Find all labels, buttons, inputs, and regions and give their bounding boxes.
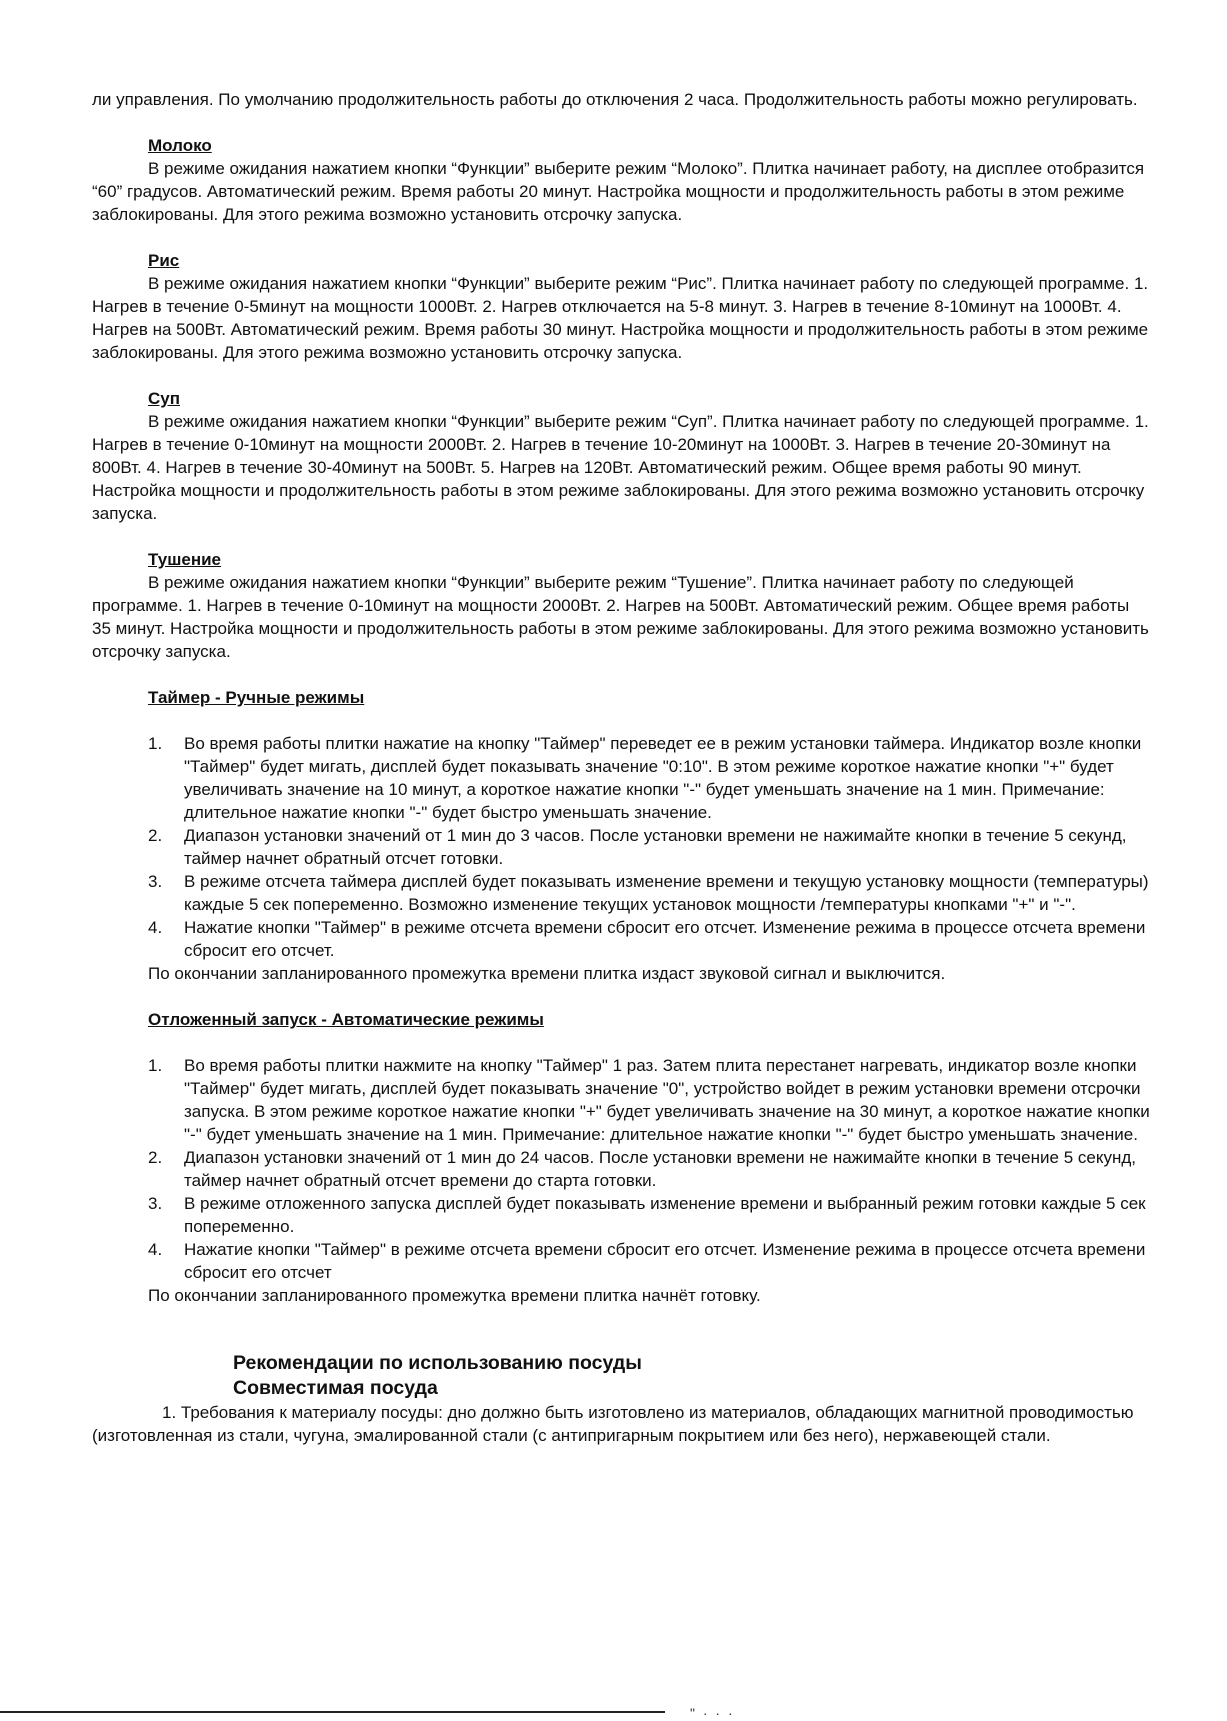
soup-body: В режиме ожидания нажатием кнопки “Функции” выберите режим “Суп”. Плитка начинает работу по следующей программе. 1. Нагрев в течение 0-10минут на мощности 2000Вт. 2. Нагрев в течение 10-20минут на 1000Вт. 3. Нагрев в течение 20-30минут на 800Вт. 4. Нагрев в течение 30-40минут на 500Вт. 5. Нагрев на 120Вт. Автоматический режим. Общее время работы 90 минут. Настройка мощности и продолжительность работы в этом режиме заблокированы. Для этого режима возможно установить отсрочку запуска. <box>92 412 1149 523</box>
list-item-text: Во время работы плитки нажмите на кнопку "Таймер" 1 раз. Затем плита перестанет нагревать, индикатор возле кнопки "Таймер" будет мигать, дисплей будет показывать значение "0", устройство войдет в режим установки времени отсрочки запуска. В этом режиме короткое нажатие кнопки "+" будет увеличивать значение на 30 минут, а короткое нажатие кнопки "-" будет уменьшать значение на 1 мин. Примечание: длительное нажатие кнопки "-" будет быстро уменьшать значение. <box>184 1056 1150 1144</box>
milk-body: В режиме ожидания нажатием кнопки “Функции” выберите режим “Молоко”. Плитка начинает работу, на дисплее отобразится “60” градусов. Автоматический режим. Время работы 20 минут. Настройка мощности и продолжительность работы в этом режиме заблокированы. Для этого режима возможно установить отсрочку запуска. <box>92 159 1145 224</box>
list-item-text: Диапазон установки значений от 1 мин до 3 часов. После установки времени не нажимайте кнопки в течение 5 секунд, таймер начнет обратный отсчет готовки. <box>184 826 1127 868</box>
list-item-number: 2. <box>148 1148 163 1167</box>
milk-section <box>92 134 1152 226</box>
rice-body: В режиме ожидания нажатием кнопки “Функции” выберите режим “Рис”. Плитка начинает работу по следующей программе. 1. Нагрев в течение 0-5минут на мощности 1000Вт. 2. Нагрев отключается на 5-8 минут. 3. Нагрев в течение 8-10минут на 1000Вт. 4. Нагрев на 500Вт. Автоматический режим. Время работы 30 минут. Настройка мощности и продолжительность работы в этом режиме заблокированы. Для этого режима возможно установить отсрочку запуска. <box>92 274 1149 362</box>
list-item-text: Нажатие кнопки "Таймер" в режиме отсчета времени сбросит его отсчет. Изменение режима в процессе отсчета времени сбросит его отсчет <box>184 1240 1146 1282</box>
list-item-number: 2. <box>148 826 163 845</box>
recommendations-section <box>92 1351 1152 1447</box>
list-item-text: В режиме отсчета таймера дисплей будет показывать изменение времени и текущую установку мощности (температуры) каждые 5 сек попеременно. Возможно изменение текущих установок мощности /температуры кнопками "+" и "-". <box>184 872 1149 914</box>
delayed-section <box>92 1008 1152 1307</box>
list-item <box>92 1192 1152 1238</box>
list-item-text: Диапазон установки значений от 1 мин до 24 часов. После установки времени не нажимайте кнопки в течение 5 секунд, таймер начнет обратный отсчет времени до старта готовки. <box>184 1148 1136 1190</box>
soup-section <box>92 387 1152 525</box>
delayed-title: Отложенный запуск - Автоматические режимы <box>148 1010 544 1029</box>
list-item <box>92 1238 1152 1284</box>
stew-section <box>92 548 1152 663</box>
recommendations-body: 1. Требования к материалу посуды: дно должно быть изготовлено из материалов, обладающих магнитной проводимостью (изготовленная из стали, чугуна, эмалированной стали (с антипригарным покрытием или без него), нержавеющей стали. <box>92 1403 1134 1445</box>
footer-divider <box>0 1711 665 1713</box>
rice-title: Рис <box>148 251 180 270</box>
milk-title: Молоко <box>148 136 212 155</box>
stew-body: В режиме ожидания нажатием кнопки “Функции” выберите режим “Тушение”. Плитка начинает работу по следующей программе. 1. Нагрев в течение 0-10минут на мощности 2000Вт. 2. Нагрев на 500Вт. Автоматический режим. Общее время работы 35 минут. Настройка мощности и продолжительность работы в этом режиме заблокированы. Для этого режима возможно установить отсрочку запуска. <box>92 573 1149 661</box>
list-item-number: 3. <box>148 872 163 891</box>
footer-page-marks: " · · · <box>690 1705 735 1721</box>
timer-after-text: По окончании запланированного промежутка времени плитка издаст звуковой сигнал и выключится. <box>148 964 946 983</box>
recommendations-title: Рекомендации по использованию посуды <box>233 1352 642 1374</box>
timer-title: Таймер - Ручные режимы <box>148 688 365 707</box>
stew-title: Тушение <box>148 550 221 569</box>
list-item-number: 1. <box>148 734 163 753</box>
list-item <box>92 1146 1152 1192</box>
list-item-number: 1. <box>148 1056 163 1075</box>
list-item <box>92 1054 1152 1146</box>
timer-list <box>92 732 1152 962</box>
document-page <box>92 88 1152 1447</box>
list-item-number: 4. <box>148 1240 163 1259</box>
soup-title: Суп <box>148 389 180 408</box>
list-item <box>92 916 1152 962</box>
timer-section <box>92 686 1152 985</box>
list-item-text: Нажатие кнопки "Таймер" в режиме отсчета времени сбросит его отсчет. Изменение режима в процессе отсчета времени сбросит его отсчет. <box>184 918 1146 960</box>
list-item-number: 4. <box>148 918 163 937</box>
delayed-list <box>92 1054 1152 1284</box>
list-item <box>92 870 1152 916</box>
list-item-text: Во время работы плитки нажатие на кнопку "Таймер" переведет ее в режим установки таймера. Индикатор возле кнопки "Таймер" будет мигать, дисплей будет показывать значение "0:10". В этом режиме короткое нажатие кнопки "+" будет увеличивать значение на 10 минут, а короткое нажатие кнопки "-" будет уменьшать значение на 1 мин. Примечание: длительное нажатие кнопки "-" будет быстро уменьшать значение. <box>184 734 1142 822</box>
recommendations-subtitle: Совместимая посуда <box>233 1377 438 1399</box>
rice-section <box>92 249 1152 364</box>
delayed-after-text: По окончании запланированного промежутка времени плитка начнёт готовку. <box>148 1286 761 1305</box>
list-item-number: 3. <box>148 1194 163 1213</box>
list-item-text: В режиме отложенного запуска дисплей будет показывать изменение времени и выбранный режим готовки каждые 5 сек попеременно. <box>184 1194 1146 1236</box>
intro-paragraph: ли управления. По умолчанию продолжительность работы до отключения 2 часа. Продолжительность работы можно регулировать. <box>92 90 1138 109</box>
list-item <box>92 824 1152 870</box>
list-item <box>92 732 1152 824</box>
